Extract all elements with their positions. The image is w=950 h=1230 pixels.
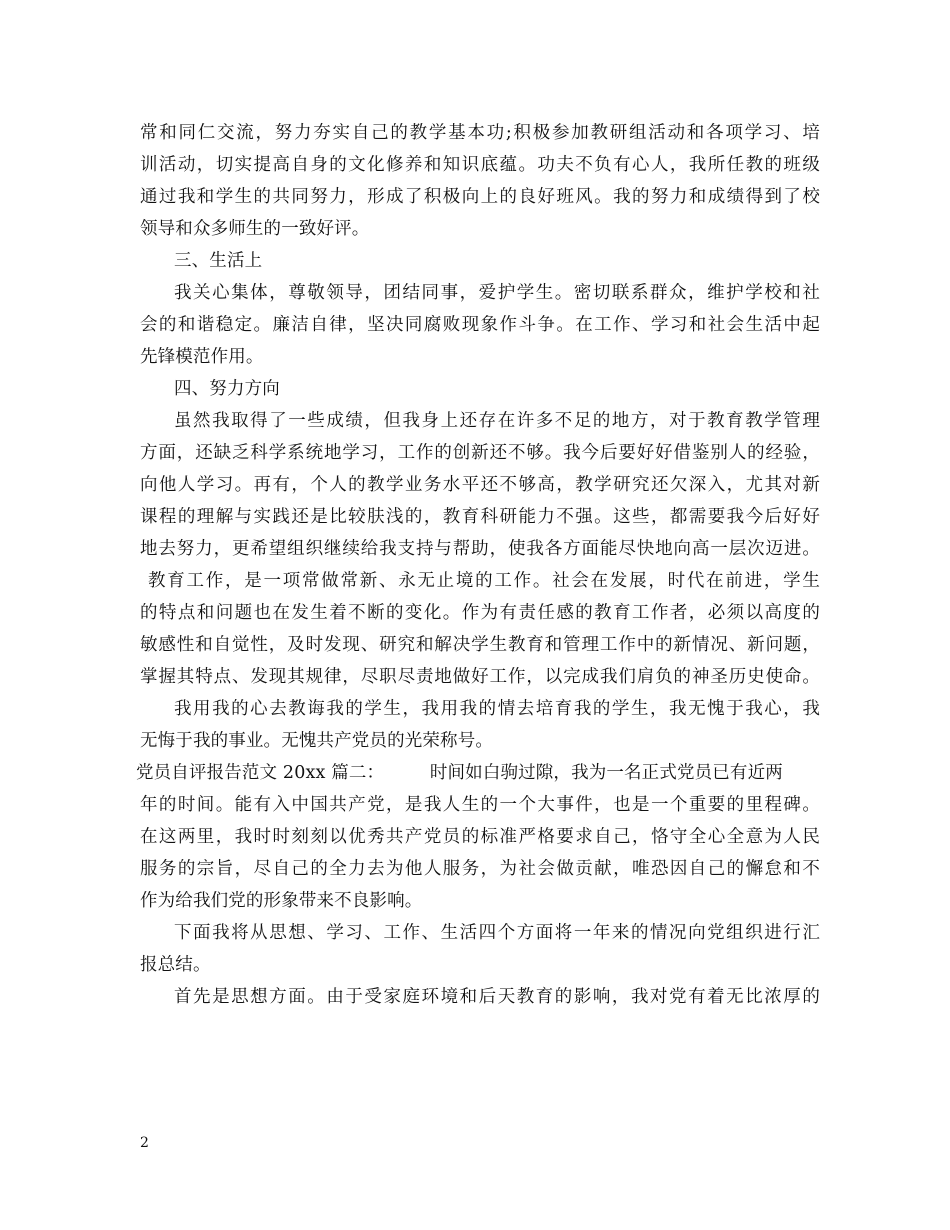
text-line: 虽然我取得了一些成绩，但我身上还存在许多不足的地方，对于教育教学管理 <box>174 411 820 431</box>
section-heading-direction: 四、努力方向 <box>174 379 280 399</box>
text-line: 报总结。 <box>140 955 211 975</box>
article-title-line: 党员自评报告范文 20xx 篇二： 时间如白驹过隙，我为一名正式党员已有近两 <box>136 763 783 783</box>
text-line: 我用我的心去教诲我的学生，我用我的情去培育我的学生，我无愧于我心，我 <box>174 699 820 719</box>
text-line: 在这两里，我时时刻刻以优秀共产党员的标准严格要求自己，恪守全心全意为人民 <box>140 827 820 847</box>
text-line: 年的时间。能有入中国共产党，是我人生的一个大事件，也是一个重要的里程碑。 <box>140 795 820 815</box>
text-line: 常和同仁交流，努力夯实自己的教学基本功;积极参加教研组活动和各项学习、培 <box>140 123 820 143</box>
text-line: 会的和谐稳定。廉洁自律，坚决同腐败现象作斗争。在工作、学习和社会生活中起 <box>140 315 820 335</box>
text-line: 向他人学习。再有，个人的教学业务水平还不够高，教学研究还欠深入，尤其对新 <box>140 475 820 495</box>
text-line: 教育工作，是一项常做常新、永无止境的工作。社会在发展，时代在前进，学生 <box>148 571 820 591</box>
text-line: 服务的宗旨，尽自己的全力去为他人服务，为社会做贡献，唯恐因自己的懈怠和不 <box>140 859 820 879</box>
text-line: 无悔于我的事业。无愧共产党员的光荣称号。 <box>140 731 493 751</box>
text-line: 作为给我们党的形象带来不良影响。 <box>140 891 423 911</box>
text-line: 地去努力，更希望组织继续给我支持与帮助，使我各方面能尽快地向高一层次迈进。 <box>140 539 820 559</box>
text-line: 领导和众多师生的一致好评。 <box>140 219 370 239</box>
text-line: 首先是思想方面。由于受家庭环境和后天教育的影响，我对党有着无比浓厚的 <box>174 987 820 1007</box>
text-line: 下面我将从思想、学习、工作、生活四个方面将一年来的情况向党组织进行汇 <box>174 923 820 943</box>
text-line: 课程的理解与实践还是比较肤浅的，教育科研能力不强。这些，都需要我今后好好 <box>140 507 820 527</box>
section-heading-life: 三、生活上 <box>174 251 263 271</box>
page-number: 2 <box>140 1135 149 1151</box>
text-line: 通过我和学生的共同努力，形成了积极向上的良好班风。我的努力和成绩得到了校 <box>140 187 820 207</box>
document-body <box>136 117 820 1013</box>
text-line: 方面，还缺乏科学系统地学习，工作的创新还不够。我今后要好好借鉴别人的经验， <box>140 443 820 463</box>
text-line: 敏感性和自觉性，及时发现、研究和解决学生教育和管理工作中的新情况、新问题， <box>140 635 820 655</box>
text-line: 我关心集体，尊敬领导，团结同事，爱护学生。密切联系群众，维护学校和社 <box>174 283 820 303</box>
text-line: 掌握其特点、发现其规律，尽职尽责地做好工作，以完成我们肩负的神圣历史使命。 <box>140 667 820 687</box>
text-line: 的特点和问题也在发生着不断的变化。作为有责任感的教育工作者，必须以高度的 <box>140 603 820 623</box>
text-line: 训活动，切实提高自身的文化修养和知识底蕴。功夫不负有心人，我所任教的班级 <box>140 155 820 175</box>
text-line: 先锋模范作用。 <box>140 347 264 367</box>
